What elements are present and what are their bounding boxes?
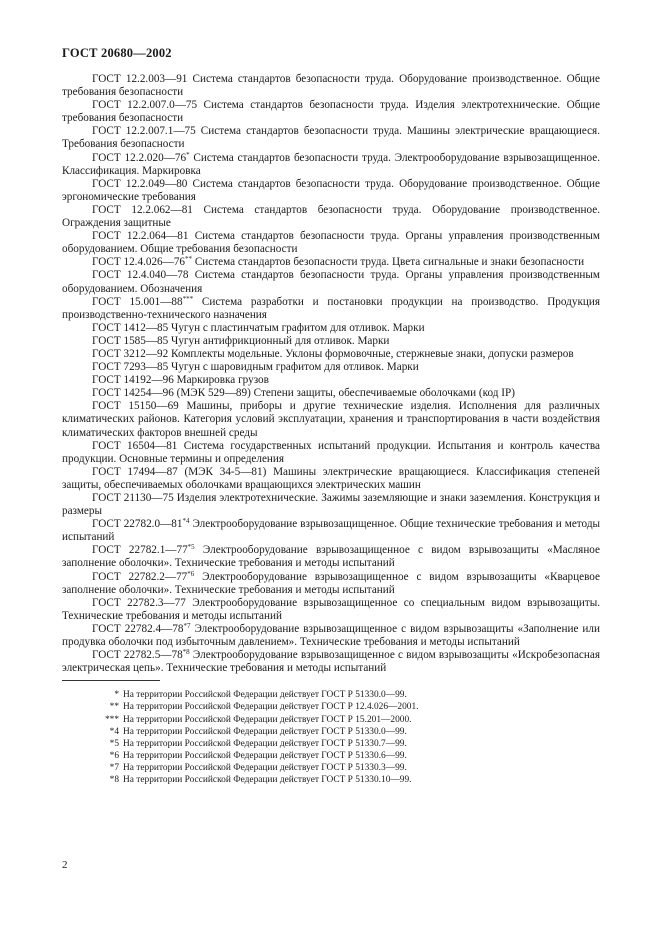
reference-title: Комплекты модельные. Уклоны формовочные, стержневые знаки, допуски размеров <box>171 347 574 360</box>
reference-code: ГОСТ 15.001—88 <box>92 295 183 308</box>
reference-code: ГОСТ 16504—81 <box>92 439 178 452</box>
footnote-marker: *** <box>182 294 194 303</box>
footnote <box>62 774 600 786</box>
reference-entry <box>62 73 600 99</box>
reference-entry <box>62 649 600 675</box>
reference-title: Электрооборудование взрывозащищенное с видом взрывозащиты «Масляное заполнение оболочки». Технические требования и методы испытаний <box>62 544 601 570</box>
reference-title: Электрооборудование взрывозащищенное. Общие технические требования и методы испытаний <box>62 518 601 544</box>
reference-title: Система стандартов безопасности труда. Органы управления производственным оборудованием. Общие требования безопасности <box>62 230 601 256</box>
reference-code: ГОСТ 14192—96 <box>92 374 174 387</box>
reference-list <box>62 73 600 675</box>
footnote-mark: *6 <box>109 750 119 761</box>
reference-title: Электрооборудование взрывозащищенное со специальным видом взрывозащиты. Технические требования и методы испытаний <box>62 596 601 622</box>
reference-code: ГОСТ 12.2.007.1—75 <box>92 125 196 138</box>
footnote <box>62 762 600 774</box>
reference-code: ГОСТ 17494—87 (МЭК 34-5—81) <box>92 465 267 478</box>
footnote-mark: *4 <box>109 726 119 737</box>
footnote-text: На территории Российской Федерации действует ГОСТ Р 12.4.026—2001. <box>123 702 419 713</box>
reference-code: ГОСТ 1412—85 <box>92 321 169 334</box>
reference-title: Чугун с шаровидным графитом для отливок. Марки <box>171 361 419 374</box>
reference-code: ГОСТ 22782.3—77 <box>92 596 186 609</box>
reference-code: ГОСТ 15150—69 <box>92 400 179 413</box>
reference-title: Электрооборудование взрывозащищенное с видом взрывозащиты «Искробезопасная электрическая цепь». Технические требования и методы испытаний <box>62 649 600 675</box>
reference-entry <box>62 99 600 125</box>
footnote-mark: ** <box>109 702 119 713</box>
reference-title: Электрооборудование взрывозащищенное с видом взрывозащиты «Кварцевое заполнение оболочки». Технические требования и методы испытаний <box>62 570 601 596</box>
reference-code: ГОСТ 12.2.020—76 <box>92 151 187 164</box>
reference-code: ГОСТ 22782.1—77 <box>92 544 188 557</box>
reference-entry <box>62 387 600 400</box>
reference-code: ГОСТ 12.2.064—81 <box>92 230 189 243</box>
reference-title: Система стандартов безопасности труда. Цвета сигнальные и знаки безопасности <box>194 256 585 269</box>
reference-entry <box>62 400 600 439</box>
reference-title: Электрооборудование взрывозащищенное с видом взрывозащиты «Заполнение или продувка оболочки под избыточным давлением». Технические требования и методы испытаний <box>62 622 600 649</box>
reference-title: Система разработки и постановки продукции на производство. Продукция производственно-технического назначения <box>62 295 600 321</box>
reference-title: Чугун с пластинчатым графитом для отливок. Марки <box>171 321 425 334</box>
footnote-text: На территории Российской Федерации действует ГОСТ Р 51330.0—99. <box>123 726 407 737</box>
reference-entry <box>62 296 600 322</box>
footnote-marker: *8 <box>182 648 190 657</box>
footnote-mark: *8 <box>109 774 119 785</box>
page-number: 2 <box>62 859 68 871</box>
footnote-marker: *6 <box>187 569 195 578</box>
reference-entry <box>62 178 600 204</box>
reference-code: ГОСТ 22782.4—78 <box>92 622 184 635</box>
footnote-marker: ** <box>185 255 193 264</box>
document-body <box>62 73 600 786</box>
reference-title: Система стандартов безопасности труда. Изделия электротехнические. Общие требования безопасности <box>62 99 600 125</box>
reference-title: Маркировка грузов <box>176 374 269 387</box>
reference-title: Система стандартов безопасности труда. Органы управления производственным оборудованием. Обозначения <box>62 269 601 295</box>
footnote-mark: * <box>114 690 119 701</box>
reference-entry <box>62 322 600 335</box>
reference-entry <box>62 335 600 348</box>
reference-title: Система стандартов безопасности труда. Оборудование производственное. Ограждения защитные <box>62 203 601 230</box>
reference-title: Машины электрические вращающиеся. Классификация степеней защиты, обеспечиваемых оболочками вращающихся электрических машин <box>62 465 600 491</box>
reference-code: ГОСТ 21130—75 <box>92 492 174 504</box>
reference-title: Система стандартов безопасности труда. Электрооборудование взрывозащищенное. Классификация. Маркировка <box>62 151 601 177</box>
reference-title: Машины, приборы и другие технические изделия. Исполнения для различных климатических районов. Категория условий эксплуатации, хранения и транспортирования в части воздействия климатических факторов внешней среды <box>62 400 601 439</box>
footnote <box>62 689 600 701</box>
reference-entry <box>62 492 600 518</box>
reference-code: ГОСТ 12.2.049—80 <box>92 177 188 190</box>
footnote-marker: *7 <box>183 621 191 630</box>
reference-entry <box>62 125 600 151</box>
reference-code: ГОСТ 1585—85 <box>92 334 169 347</box>
footnote-text: На территории Российской Федерации действует ГОСТ Р 51330.0—99. <box>123 690 407 701</box>
reference-title: Изделия электротехнические. Зажимы заземляющие и знаки заземления. Конструкция и размеры <box>62 492 601 518</box>
reference-entry <box>62 348 600 361</box>
footnote-mark: *** <box>104 714 119 725</box>
reference-entry <box>62 544 600 570</box>
reference-entry <box>62 440 600 466</box>
footnote-text: На территории Российской Федерации действует ГОСТ Р 51330.6—99. <box>123 750 407 761</box>
reference-title: Система стандартов безопасности труда. Машины электрические вращающиеся. Требования безопасности <box>62 125 600 151</box>
footnote-text: На территории Российской Федерации действует ГОСТ Р 51330.10—99. <box>123 774 412 785</box>
reference-entry <box>62 204 600 230</box>
reference-code: ГОСТ 14254—96 (МЭК 529—89) <box>92 387 251 400</box>
footnote-separator <box>62 680 160 681</box>
reference-entry <box>62 597 600 623</box>
reference-title: Система стандартов безопасности труда. Оборудование производственное. Общие требования безопасности <box>62 73 600 99</box>
footnote-marker: *5 <box>187 543 195 552</box>
document-header: ГОСТ 20680—2002 <box>62 46 172 60</box>
reference-entry <box>62 361 600 374</box>
reference-entry <box>62 571 600 597</box>
footnote-text: На территории Российской Федерации действует ГОСТ Р 51330.7—99. <box>123 738 407 749</box>
reference-code: ГОСТ 12.4.040—78 <box>92 269 189 282</box>
reference-code: ГОСТ 7293—85 <box>92 361 169 374</box>
reference-entry <box>62 152 600 178</box>
reference-code: ГОСТ 12.2.003—91 <box>92 73 188 85</box>
footnote-text: На территории Российской Федерации действует ГОСТ Р 15.201—2000. <box>123 714 412 725</box>
reference-title: Чугун антифрикционный для отливок. Марки <box>171 334 390 347</box>
reference-code: ГОСТ 22782.2—77 <box>92 570 188 583</box>
footnote <box>62 726 600 738</box>
footnote <box>62 750 600 762</box>
footnote <box>62 714 600 726</box>
reference-code: ГОСТ 12.2.062—81 <box>92 203 193 216</box>
reference-code: ГОСТ 12.2.007.0—75 <box>92 99 198 112</box>
reference-title: Система государственных испытаний продукции. Испытания и контроль качества продукции. Основные термины и определения <box>62 439 601 465</box>
reference-code: ГОСТ 12.4.026—76 <box>92 256 186 269</box>
footnote-marker: *4 <box>182 517 190 526</box>
footnote-text: На территории Российской Федерации действует ГОСТ Р 51330.3—99. <box>123 762 407 773</box>
footnote <box>62 701 600 713</box>
reference-entry <box>62 256 600 269</box>
reference-entry <box>62 269 600 295</box>
footnote-mark: *7 <box>109 762 119 773</box>
reference-entry <box>62 466 600 492</box>
reference-code: ГОСТ 22782.5—78 <box>92 649 183 662</box>
reference-entry <box>62 623 600 649</box>
footnote-mark: *5 <box>109 738 119 749</box>
reference-entry <box>62 374 600 387</box>
reference-entry <box>62 518 600 544</box>
reference-entry <box>62 230 600 256</box>
footnote-list <box>62 689 600 786</box>
footnote-marker: * <box>186 150 190 159</box>
footnote <box>62 738 600 750</box>
reference-code: ГОСТ 3212—92 <box>92 347 169 360</box>
reference-title: Степени защиты, обеспечиваемые оболочками (код IP) <box>253 387 515 400</box>
reference-title: Система стандартов безопасности труда. Оборудование производственное. Общие эргономические требования <box>62 177 600 203</box>
reference-code: ГОСТ 22782.0—81 <box>92 518 183 531</box>
